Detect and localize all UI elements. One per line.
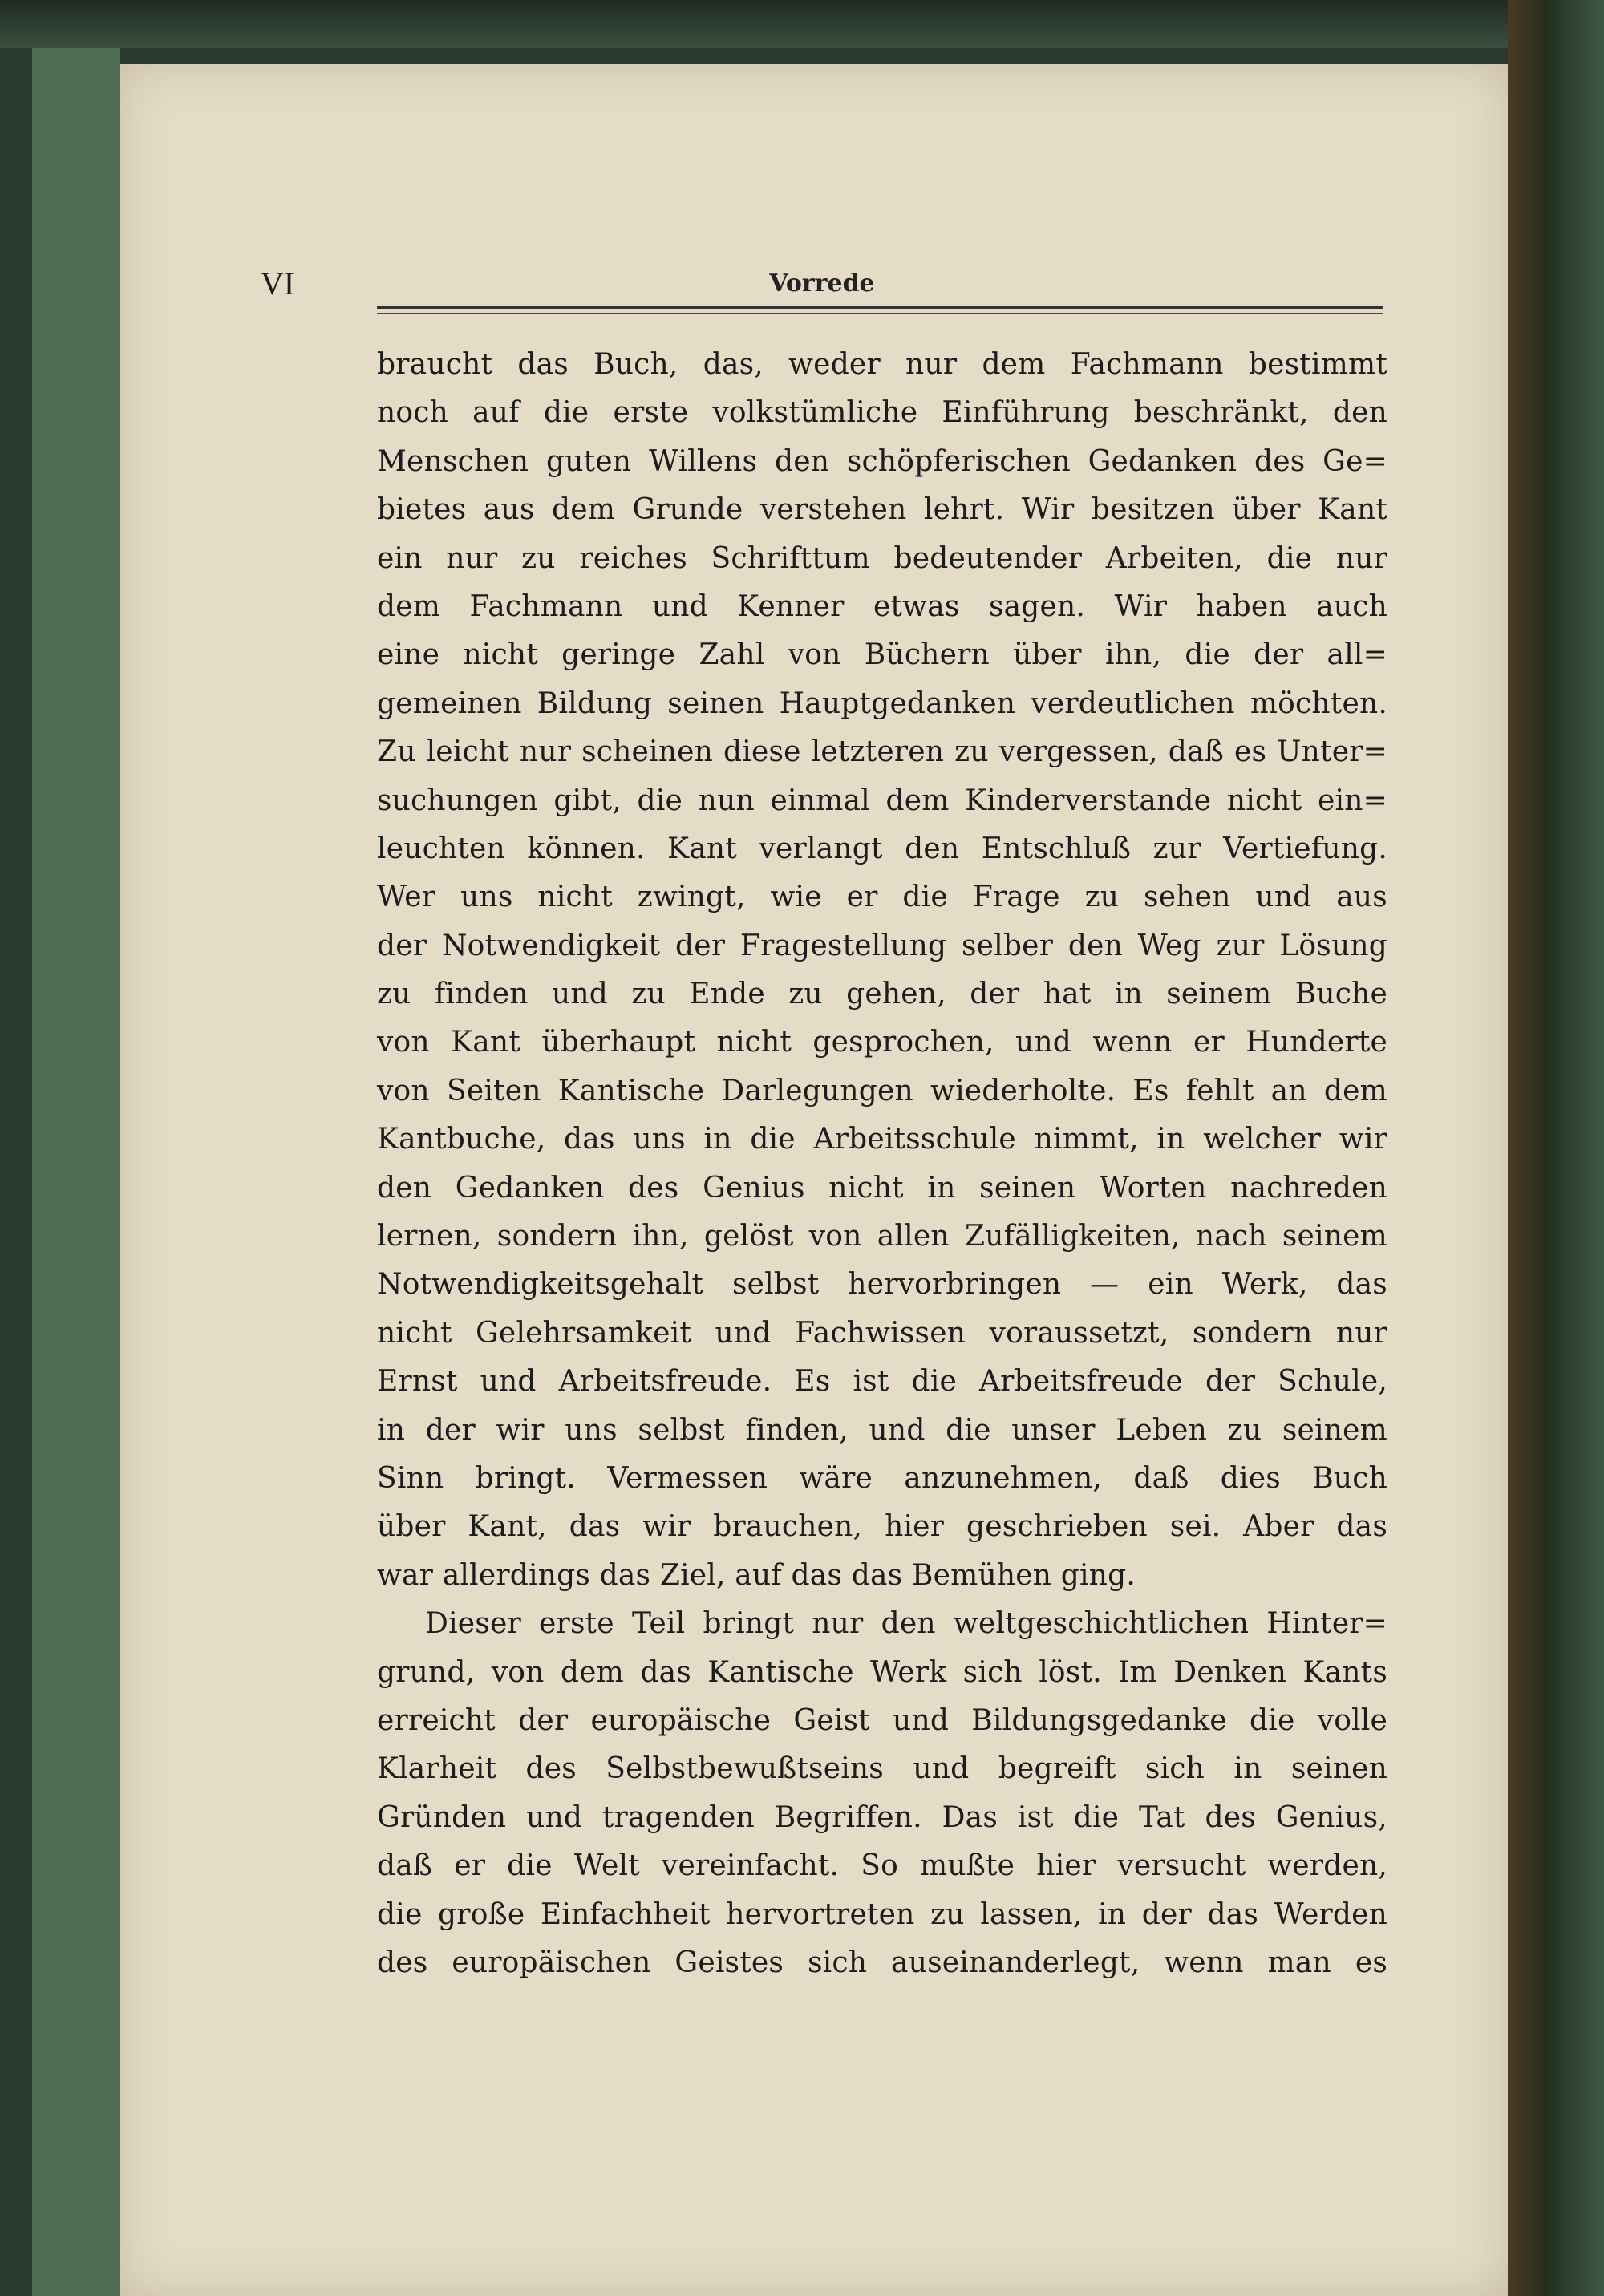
body-text: [377, 341, 1387, 1987]
text-line: von Seiten Kantische Darlegungen wiederholte. Es fehlt an dem: [377, 1074, 1387, 1108]
text-line: den Gedanken des Genius nicht in seinen Worten nachreden: [377, 1171, 1387, 1205]
book-edge-right: [1508, 0, 1604, 2296]
paragraph-1: [377, 341, 1387, 1600]
text-line: Notwendigkeitsgehalt selbst hervorbringen — ein Werk, das: [377, 1268, 1387, 1302]
text-line: zu finden und zu Ende zu gehen, der hat in seinem Buche: [377, 978, 1387, 1011]
book-edge-top: [0, 0, 1604, 48]
text-line: suchungen gibt, die nun einmal dem Kinderverstande nicht ein=: [377, 784, 1387, 817]
text-line: Menschen guten Willens den schöpferischen Gedanken des Ge=: [377, 444, 1387, 478]
text-line: war allerdings das Ziel, auf das das Bemühen ging.: [377, 1558, 1136, 1592]
text-line: eine nicht geringe Zahl von Büchern über ihn, die der all=: [377, 638, 1387, 672]
text-line: Gründen und tragenden Begriffen. Das ist die Tat des Genius,: [377, 1800, 1387, 1834]
text-line: ein nur zu reiches Schrifttum bedeutender Arbeiten, die nur: [377, 541, 1387, 575]
text-line: bietes aus dem Grunde verstehen lehrt. Wir besitzen über Kant: [377, 493, 1387, 527]
page-header: [261, 265, 1383, 313]
text-line: Sinn bringt. Vermessen wäre anzunehmen, daß dies Buch: [377, 1461, 1387, 1495]
text-line: Kantbuche, das uns in die Arbeitsschule nimmt, in welcher wir: [377, 1123, 1387, 1156]
text-line: über Kant, das wir brauchen, hier geschrieben sei. Aber das: [377, 1510, 1387, 1544]
text-line: grund, von dem das Kantische Werk sich löst. Im Denken Kants: [377, 1655, 1387, 1689]
text-line: Ernst und Arbeitsfreude. Es ist die Arbeitsfreude der Schule,: [377, 1365, 1387, 1399]
text-line: gemeinen Bildung seinen Hauptgedanken verdeutlichen möchten.: [377, 686, 1387, 720]
text-line: des europäischen Geistes sich auseinanderlegt, wenn man es: [377, 1946, 1387, 1979]
text-line: Wer uns nicht zwingt, wie er die Frage zu sehen und aus: [377, 881, 1387, 914]
text-line: lernen, sondern ihn, gelöst von allen Zufälligkeiten, nach seinem: [377, 1220, 1387, 1253]
book-cover-cloth: [32, 48, 120, 2296]
text-line: Klarheit des Selbstbewußtseins und begreift sich in seinen: [377, 1752, 1387, 1786]
text-line: von Kant überhaupt nicht gesprochen, und wenn er Hunderte: [377, 1026, 1387, 1059]
running-head: Vorrede: [769, 269, 875, 298]
paragraph-2: [377, 1600, 1387, 1987]
header-rule-secondary: [377, 313, 1383, 314]
text-line: leuchten können. Kant verlangt den Entschluß zur Vertiefung.: [377, 832, 1387, 865]
header-rule: [377, 306, 1383, 309]
text-line: daß er die Welt vereinfacht. So mußte hier versucht werden,: [377, 1849, 1387, 1883]
text-line: Zu leicht nur scheinen diese letzteren zu vergessen, daß es Unter=: [377, 735, 1387, 769]
text-line: die große Einfachheit hervortreten zu lassen, in der das Werden: [377, 1897, 1387, 1931]
text-line: Dieser erste Teil bringt nur den weltgeschichtlichen Hinter=: [425, 1607, 1387, 1641]
text-line: erreicht der europäische Geist und Bildungsgedanke die volle: [377, 1703, 1387, 1737]
text-line: der Notwendigkeit der Fragestellung selber den Weg zur Lösung: [377, 929, 1387, 962]
page-number: VI: [261, 265, 295, 302]
text-line: in der wir uns selbst finden, und die unser Leben zu seinem: [377, 1413, 1387, 1447]
text-line: braucht das Buch, das, weder nur dem Fachmann bestimmt: [377, 348, 1387, 381]
text-line: noch auf die erste volkstümliche Einführung beschränkt, den: [377, 396, 1387, 430]
text-line: nicht Gelehrsamkeit und Fachwissen voraussetzt, sondern nur: [377, 1316, 1387, 1350]
text-line: dem Fachmann und Kenner etwas sagen. Wir haben auch: [377, 589, 1387, 623]
